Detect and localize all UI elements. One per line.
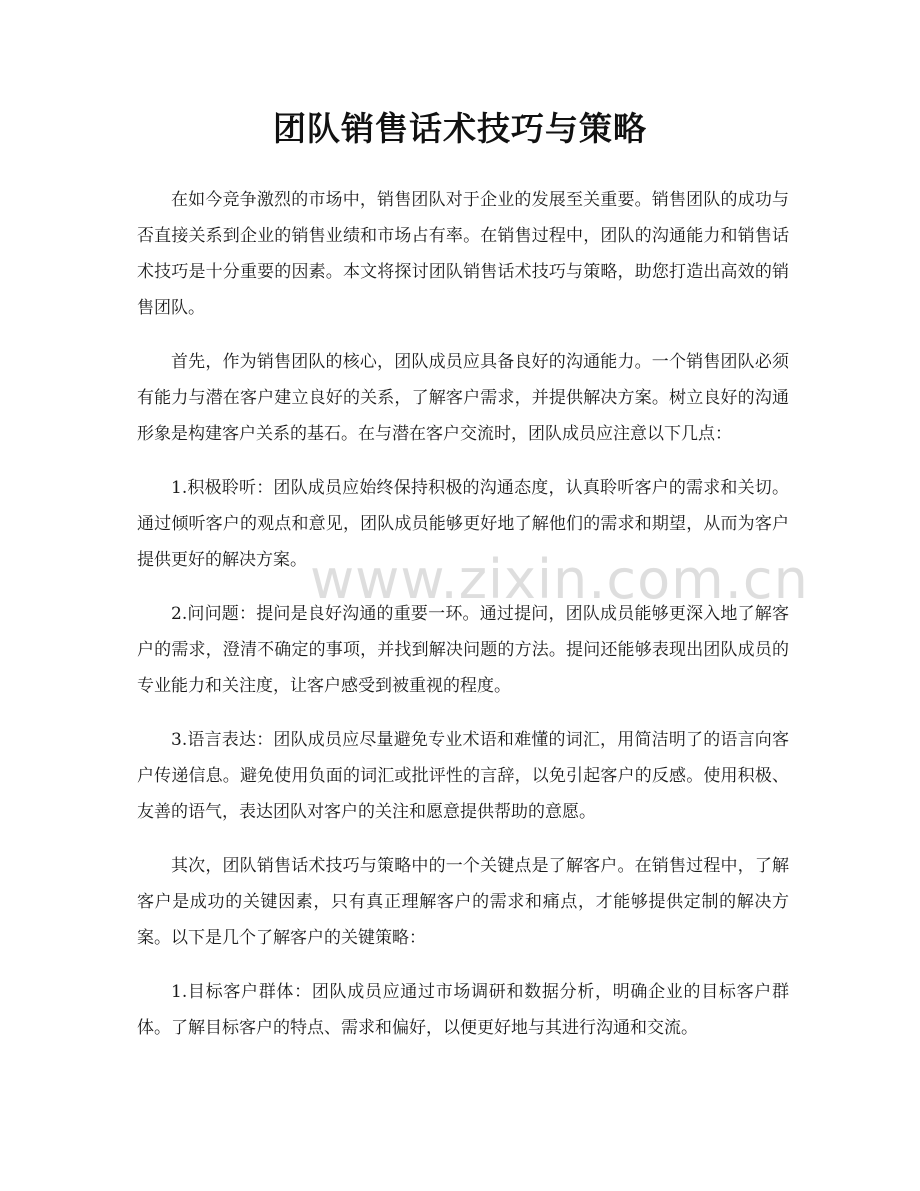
paragraph-understanding-customers: 其次，团队销售话术技巧与策略中的一个关键点是了解客户。在销售过程中，了解客户是成功的关键因素，只有真正理解客户的需求和痛点，才能够提供定制的解决方案。以下是几个了解客户的关键策略： [137,856,789,948]
paragraph-target-customer-group: 1.目标客户群体：团队成员应通过市场调研和数据分析，明确企业的目标客户群体。了解目标客户的特点、需求和偏好，以便更好地与其进行沟通和交流。 [137,982,789,1038]
document-title: 团队销售话术技巧与策略 [273,109,647,148]
document-body [137,182,789,1064]
paragraph-communication: 首先，作为销售团队的核心，团队成员应具备良好的沟通能力。一个销售团队必须有能力与潜在客户建立良好的关系，了解客户需求，并提供解决方案。树立良好的沟通形象是构建客户关系的基石。在与潜在客户交流时，团队成员应注意以下几点： [137,352,789,444]
paragraph-asking-questions: 2.问问题：提问是良好沟通的重要一环。通过提问，团队成员能够更深入地了解客户的需求，澄清不确定的事项，并找到解决问题的方法。提问还能够表现出团队成员的专业能力和关注度，让客户感受到被重视的程度。 [137,604,789,696]
paragraph-intro: 在如今竞争激烈的市场中，销售团队对于企业的发展至关重要。销售团队的成功与否直接关系到企业的销售业绩和市场占有率。在销售过程中，团队的沟通能力和销售话术技巧是十分重要的因素。本文将探讨团队销售话术技巧与策略，助您打造出高效的销售团队。 [137,190,789,318]
paragraph-active-listening: 1.积极聆听：团队成员应始终保持积极的沟通态度，认真聆听客户的需求和关切。通过倾听客户的观点和意见，团队成员能够更好地了解他们的需求和期望，从而为客户提供更好的解决方案。 [137,478,789,570]
paragraph-language-expression: 3.语言表达：团队成员应尽量避免专业术语和难懂的词汇，用简洁明了的语言向客户传递信息。避免使用负面的词汇或批评性的言辞，以免引起客户的反感。使用积极、友善的语气，表达团队对客户的关注和愿意提供帮助的意愿。 [137,730,789,822]
watermark-text: www.zixin.com.cn [310,548,809,611]
